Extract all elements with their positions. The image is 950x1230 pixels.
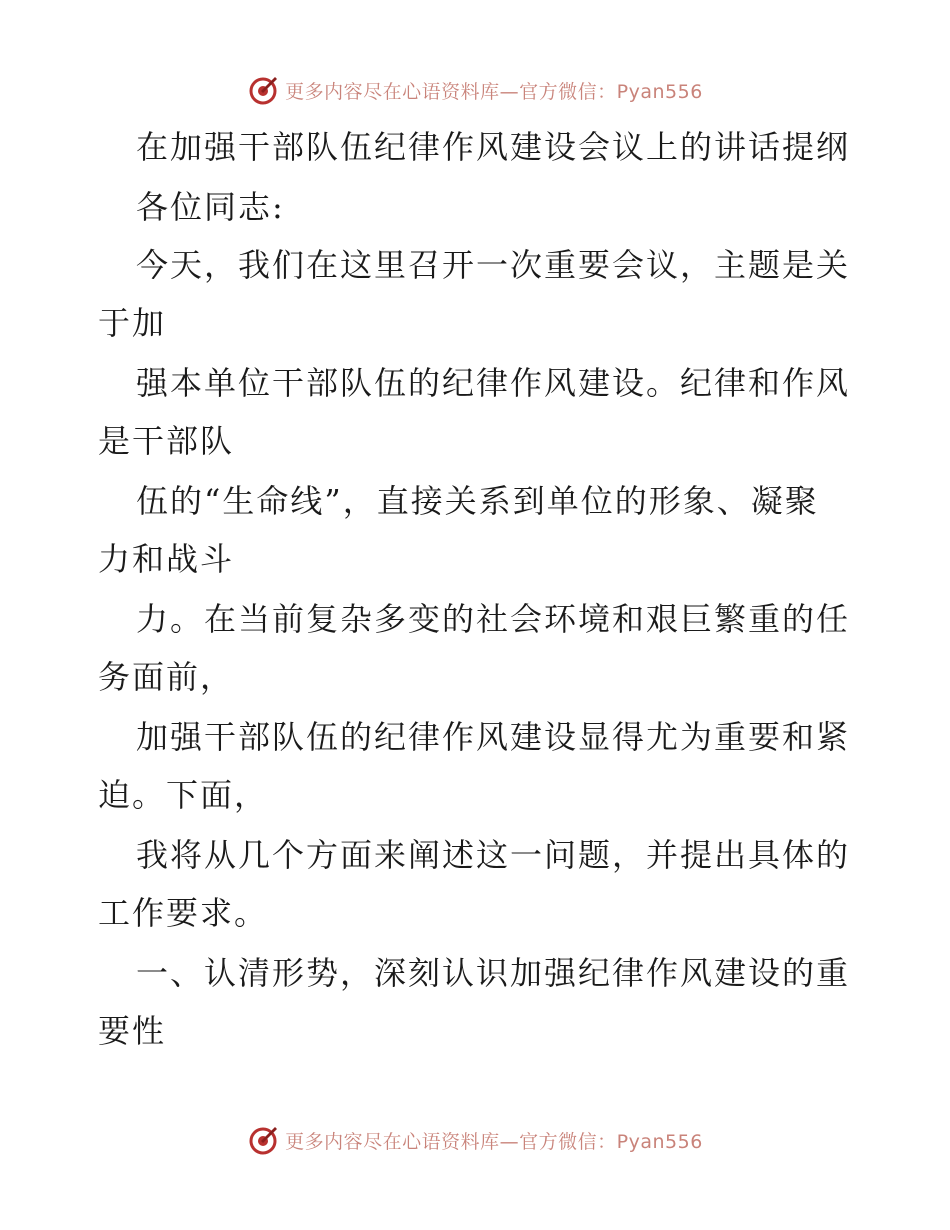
paragraph-line (98, 236, 850, 352)
pen-logo-icon (247, 74, 279, 106)
paragraph-line (98, 826, 850, 942)
paragraph-line (98, 472, 850, 588)
pen-logo-icon (247, 1124, 279, 1156)
paragraph-line (98, 354, 850, 470)
line-rest: 要性 (98, 1012, 167, 1050)
line-first: 加强干部队伍的纪律作风建设显得尤为重要和紧 (136, 718, 851, 756)
line-first: 今天，我们在这里召开一次重要会议，主题是关 (136, 246, 851, 284)
line-first: 强本单位干部队伍的纪律作风建设。纪律和作风 (136, 364, 851, 402)
line-rest: 是干部队 (98, 422, 235, 460)
line-rest: 务面前， (98, 658, 235, 696)
line-rest: 于加 (98, 304, 167, 342)
line-first: 伍的“生命线”，直接关系到单位的形象、凝聚 (136, 482, 819, 520)
line-first: 一、认清形势，深刻认识加强纪律作风建设的重 (136, 954, 851, 992)
header-banner-text: 更多内容尽在心语资料库—官方微信：Pyan556 (285, 80, 703, 103)
paragraph-line (98, 708, 850, 824)
line-rest: 工作要求。 (98, 894, 269, 932)
line-rest: 迫。下面， (98, 776, 269, 814)
line-first: 力。在当前复杂多变的社会环境和艰巨繁重的任 (136, 600, 851, 638)
line-rest: 力和战斗 (98, 540, 235, 578)
footer-banner-text: 更多内容尽在心语资料库—官方微信：Pyan556 (285, 1130, 703, 1153)
header-banner (0, 70, 950, 110)
line-first: 我将从几个方面来阐述这一问题，并提出具体的 (136, 836, 851, 874)
paragraph-line (98, 590, 850, 706)
salutation: 各位同志: (136, 188, 285, 226)
document-title: 在加强干部队伍纪律作风建设会议上的讲话提纲 (136, 128, 851, 166)
section-heading (98, 944, 850, 1060)
footer-banner (0, 1120, 950, 1160)
